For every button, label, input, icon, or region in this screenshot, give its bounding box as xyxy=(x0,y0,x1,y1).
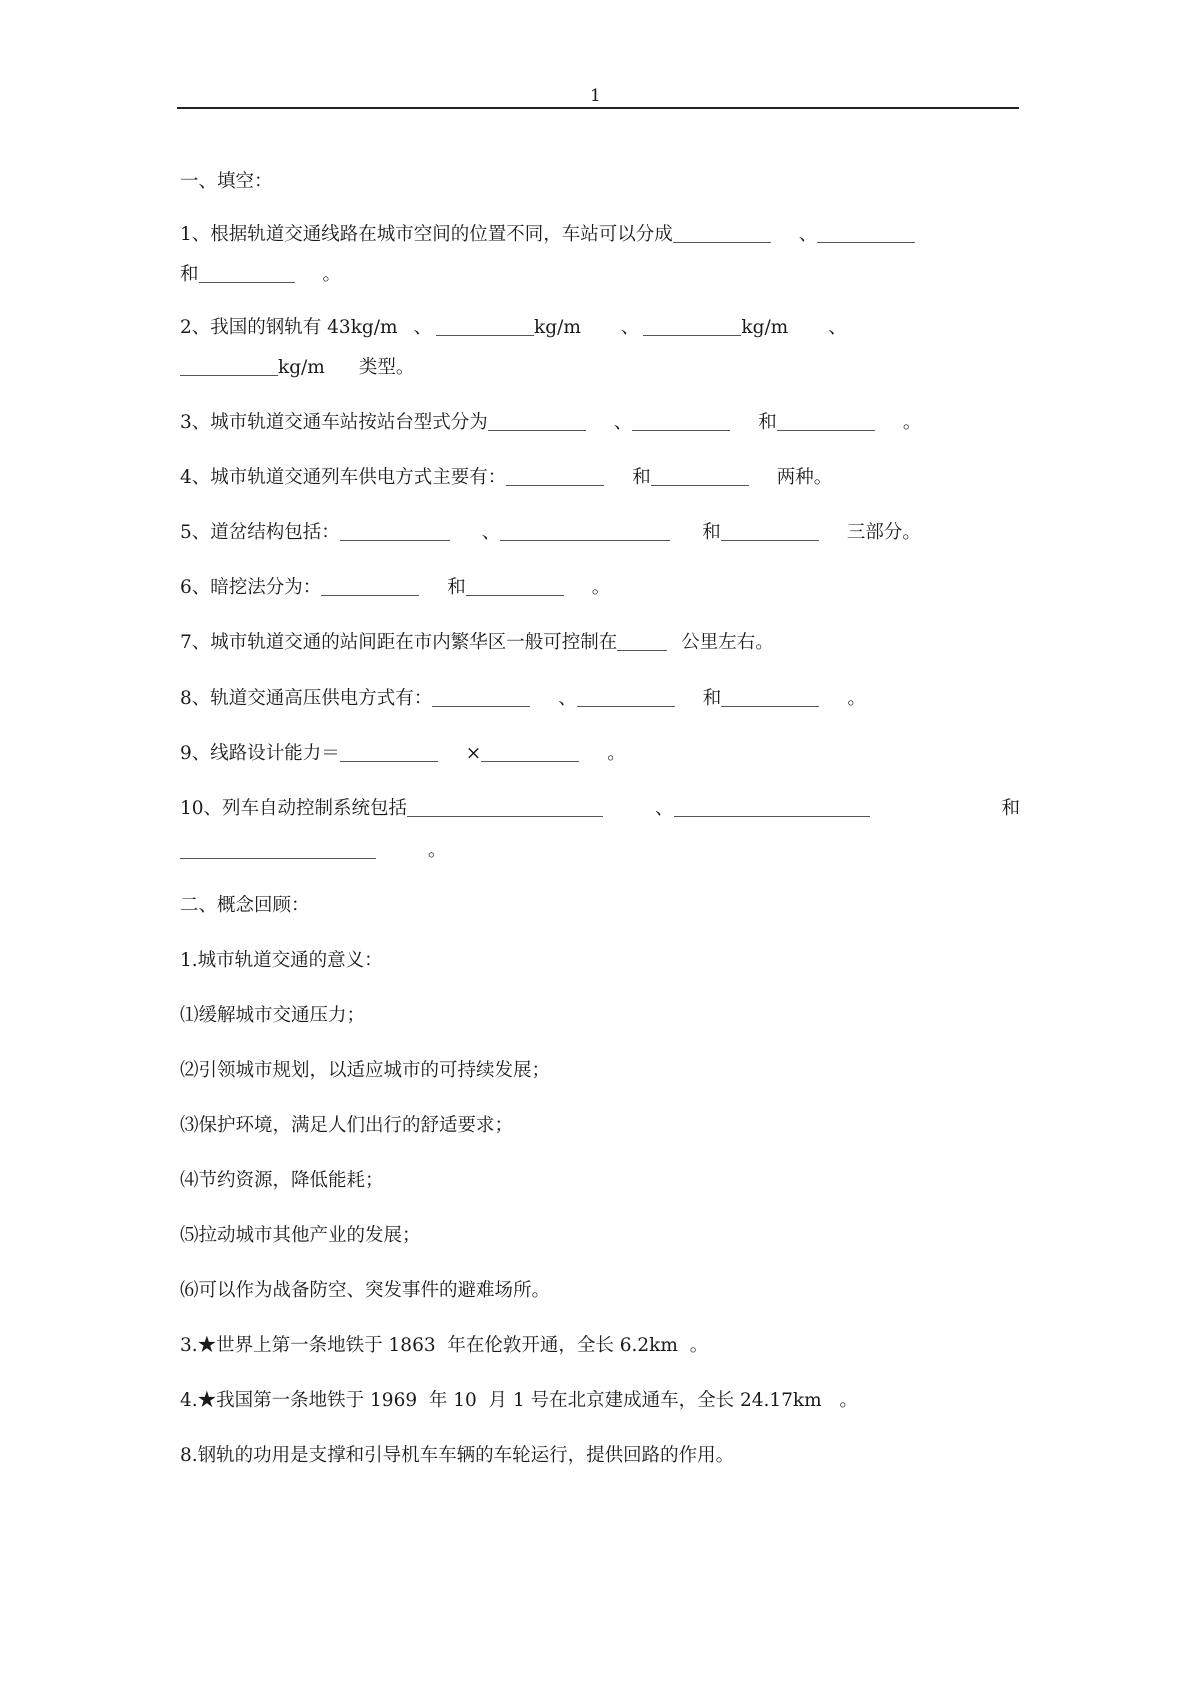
page-number: 1 xyxy=(590,86,601,106)
significance-point: ⑷节约资源，降低能耗； xyxy=(180,1170,384,1191)
separator: 、 xyxy=(613,412,633,433)
question-6-text: 6、暗挖法分为： xyxy=(180,577,322,598)
unit: kg/m xyxy=(278,357,325,378)
separator: 、 xyxy=(655,798,674,819)
end-mark: 三部分。 xyxy=(846,522,921,543)
header-rule xyxy=(177,107,1019,109)
separator: 、 xyxy=(798,224,818,245)
answer-blank[interactable] xyxy=(340,522,450,541)
conjunction: 和 xyxy=(632,467,651,488)
answer-blank[interactable] xyxy=(432,688,530,707)
significance-point: ⑸拉动城市其他产业的发展； xyxy=(180,1225,421,1246)
question-9 xyxy=(180,742,626,766)
question-4 xyxy=(180,466,832,490)
question-10-cont xyxy=(180,839,447,863)
question-7 xyxy=(180,631,774,655)
answer-blank[interactable] xyxy=(180,840,376,859)
question-3 xyxy=(180,411,921,435)
question-5-text: 5、道岔结构包括： xyxy=(180,522,340,543)
question-8-text: 8、轨道交通高压供电方式有： xyxy=(180,688,433,709)
question-10-text: 10、列车自动控制系统包括 xyxy=(180,798,408,819)
question-1 xyxy=(180,223,915,247)
significance-point: ⑴缓解城市交通压力； xyxy=(180,1005,366,1026)
section-2-title: 二、概念回顾： xyxy=(180,895,310,916)
question-10 xyxy=(180,797,1020,821)
end-mark: 类型。 xyxy=(358,357,415,378)
answer-blank[interactable] xyxy=(643,317,741,336)
separator: 、 xyxy=(620,317,640,338)
answer-blank[interactable] xyxy=(673,224,771,243)
answer-blank[interactable] xyxy=(577,688,675,707)
conjunction: 和 xyxy=(180,264,199,285)
conjunction: 和 xyxy=(447,577,466,598)
answer-blank[interactable] xyxy=(674,798,870,817)
answer-blank[interactable] xyxy=(721,688,819,707)
answer-blank[interactable] xyxy=(817,224,915,243)
question-2 xyxy=(180,316,847,340)
answer-blank[interactable] xyxy=(777,412,875,431)
question-1-cont xyxy=(180,263,341,287)
answer-blank[interactable] xyxy=(721,522,819,541)
answer-blank[interactable] xyxy=(488,412,586,431)
end-mark: 两种。 xyxy=(776,467,833,488)
end-mark: 公里左右。 xyxy=(681,632,774,653)
end-mark: 。 xyxy=(591,577,611,598)
question-9-text: 9、线路设计能力＝ xyxy=(180,743,340,764)
unit: kg/m xyxy=(534,317,581,338)
answer-blank[interactable] xyxy=(466,577,564,596)
end-mark: 。 xyxy=(428,840,447,861)
answer-blank[interactable] xyxy=(436,317,534,336)
conjunction: 和 xyxy=(1001,798,1020,819)
answer-blank[interactable] xyxy=(340,743,438,762)
answer-blank[interactable] xyxy=(651,467,749,486)
answer-blank[interactable] xyxy=(321,577,419,596)
separator: 、 xyxy=(481,522,501,543)
separator: 、 xyxy=(558,688,577,709)
question-2-text: 2、我国的钢轨有 43kg/m xyxy=(180,317,398,338)
significance-point: ⑶保护环境，满足人们出行的舒适要求； xyxy=(180,1115,514,1136)
question-4-text: 4、城市轨道交通列车供电方式主要有： xyxy=(180,467,507,488)
answer-blank[interactable] xyxy=(506,467,604,486)
end-mark: 。 xyxy=(607,743,626,764)
answer-blank[interactable] xyxy=(481,743,579,762)
question-2-cont xyxy=(180,356,414,380)
separator: 、 xyxy=(828,317,847,338)
answer-blank[interactable] xyxy=(500,522,670,541)
separator: 、 xyxy=(413,317,433,338)
question-1-text: 1、根据轨道交通线路在城市空间的位置不同，车站可以分成 xyxy=(180,224,673,245)
conjunction: 和 xyxy=(702,688,722,709)
conjunction: 和 xyxy=(702,522,721,543)
concept-item-3: 3.★世界上第一条地铁于 1863 年在伦敦开通，全长 6.2km 。 xyxy=(180,1335,709,1356)
answer-blank[interactable] xyxy=(180,357,278,376)
times-sign: × xyxy=(465,743,482,764)
question-3-text: 3、城市轨道交通车站按站台型式分为 xyxy=(180,412,488,433)
significance-point: ⑹可以作为战备防空、突发事件的避难场所。 xyxy=(180,1280,551,1301)
concept-item-1: 1.城市轨道交通的意义： xyxy=(180,950,383,971)
unit: kg/m xyxy=(741,317,789,338)
question-5 xyxy=(180,521,921,545)
end-mark: 。 xyxy=(322,264,342,285)
conjunction: 和 xyxy=(758,412,777,433)
end-mark: 。 xyxy=(902,412,922,433)
section-1-title: 一、填空： xyxy=(180,171,273,192)
question-8 xyxy=(180,687,866,711)
answer-blank[interactable] xyxy=(407,798,603,817)
answer-blank[interactable] xyxy=(632,412,730,431)
concept-item-8: 8.钢轨的功用是支撑和引导机车车辆的车轮运行，提供回路的作用。 xyxy=(180,1445,735,1466)
answer-blank[interactable] xyxy=(199,264,295,283)
question-7-text: 7、城市轨道交通的站间距在市内繁华区一般可控制在 xyxy=(180,632,618,653)
significance-point: ⑵引领城市规划，以适应城市的可持续发展； xyxy=(180,1060,551,1081)
concept-item-4: 4.★我国第一条地铁于 1969 年 10 月 1 号在北京建成通车，全长 24.17km 。 xyxy=(180,1390,858,1411)
answer-blank[interactable] xyxy=(617,632,667,651)
question-6 xyxy=(180,576,610,600)
end-mark: 。 xyxy=(847,688,866,709)
